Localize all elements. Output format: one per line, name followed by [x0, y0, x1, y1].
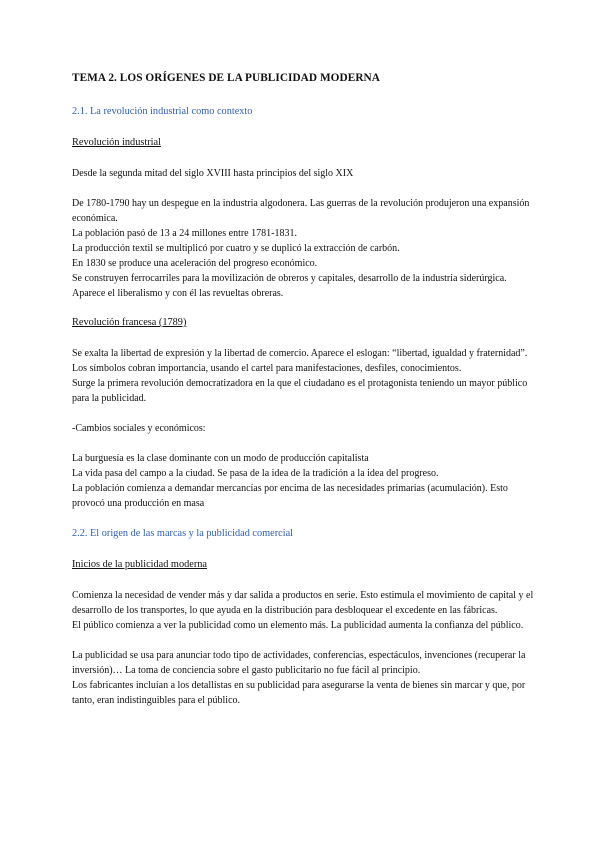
modern-advertising-paragraph-1 [72, 588, 536, 633]
text-line: En 1830 se produce una aceleración del progreso económico. [72, 258, 318, 269]
text-line: La vida pasa del campo a la ciudad. Se pasa de la idea de la tradición a la idea del progreso. [72, 468, 439, 479]
text-line: El público comienza a ver la publicidad como un elemento más. La publicidad aumenta la confianza del público. [72, 620, 524, 631]
document-title: TEMA 2. LOS ORÍGENES DE LA PUBLICIDAD MODERNA [72, 72, 380, 84]
text-line: La producción textil se multiplicó por cuatro y se duplicó la extracción de carbón. [72, 243, 400, 254]
text-line: Los símbolos cobran importancia, usando el cartel para manifestaciones, desfiles, conocimientos. [72, 363, 462, 374]
text-line: Aparece el liberalismo y con él las revueltas obreras. [72, 288, 284, 299]
text-line: La población comienza a demandar mercancías por encima de las necesidades primarias (acumulación). Esto provocó una producción en masa [72, 483, 508, 509]
subheading-french-revolution: Revolución francesa (1789) [72, 317, 187, 328]
section-heading-industrial-revolution: 2.1. La revolución industrial como contexto [72, 106, 253, 117]
text-line: Se construyen ferrocarriles para la movilización de obreros y capitales, desarrollo de la industria siderúrgica. [72, 273, 507, 284]
french-revolution-paragraph [72, 346, 536, 406]
text-line: Surge la primera revolución democratizadora en la que el ciudadano es el protagonista teniendo un mayor público para la publicidad. [72, 378, 528, 404]
text-line: Se exalta la libertad de expresión y la libertad de comercio. Aparece el eslogan: “libertad, igualdad y fraternidad”. [72, 348, 528, 359]
changes-paragraph [72, 451, 536, 511]
industrial-revolution-paragraph [72, 196, 536, 301]
text-line: La publicidad se usa para anunciar todo tipo de actividades, conferencias, espectáculos, invenciones (recuperar la inversión)… La toma de conciencia sobre el gasto publicitario no fue fácil al principio. [72, 650, 526, 676]
text-line: De 1780-1790 hay un despegue en la industria algodonera. Las guerras de la revolución produjeron una expansión económica. [72, 198, 530, 224]
text-line: La burguesía es la clase dominante con un modo de producción capitalista [72, 453, 369, 464]
section-heading-brands-origin: 2.2. El origen de las marcas y la publicidad comercial [72, 528, 294, 539]
intro-paragraph: Desde la segunda mitad del siglo XVIII hasta principios del siglo XIX [72, 168, 354, 179]
text-line: Los fabricantes incluían a los detallistas en su publicidad para asegurarse la venta de bienes sin marcar y que, por tanto, eran indistinguibles para el público. [72, 680, 526, 706]
changes-label: -Cambios sociales y económicos: [72, 423, 206, 434]
subheading-industrial-revolution: Revolución industrial [72, 137, 161, 148]
text-line: Comienza la necesidad de vender más y dar salida a productos en serie. Esto estimula el movimiento de capital y el desarrollo de los transportes, lo que ayuda en la distribución para desbloquear el excedente en las fábricas. [72, 590, 534, 616]
modern-advertising-paragraph-2 [72, 648, 536, 708]
subheading-modern-advertising: Inicios de la publicidad moderna [72, 559, 207, 570]
text-line: La población pasó de 13 a 24 millones entre 1781-1831. [72, 228, 297, 239]
